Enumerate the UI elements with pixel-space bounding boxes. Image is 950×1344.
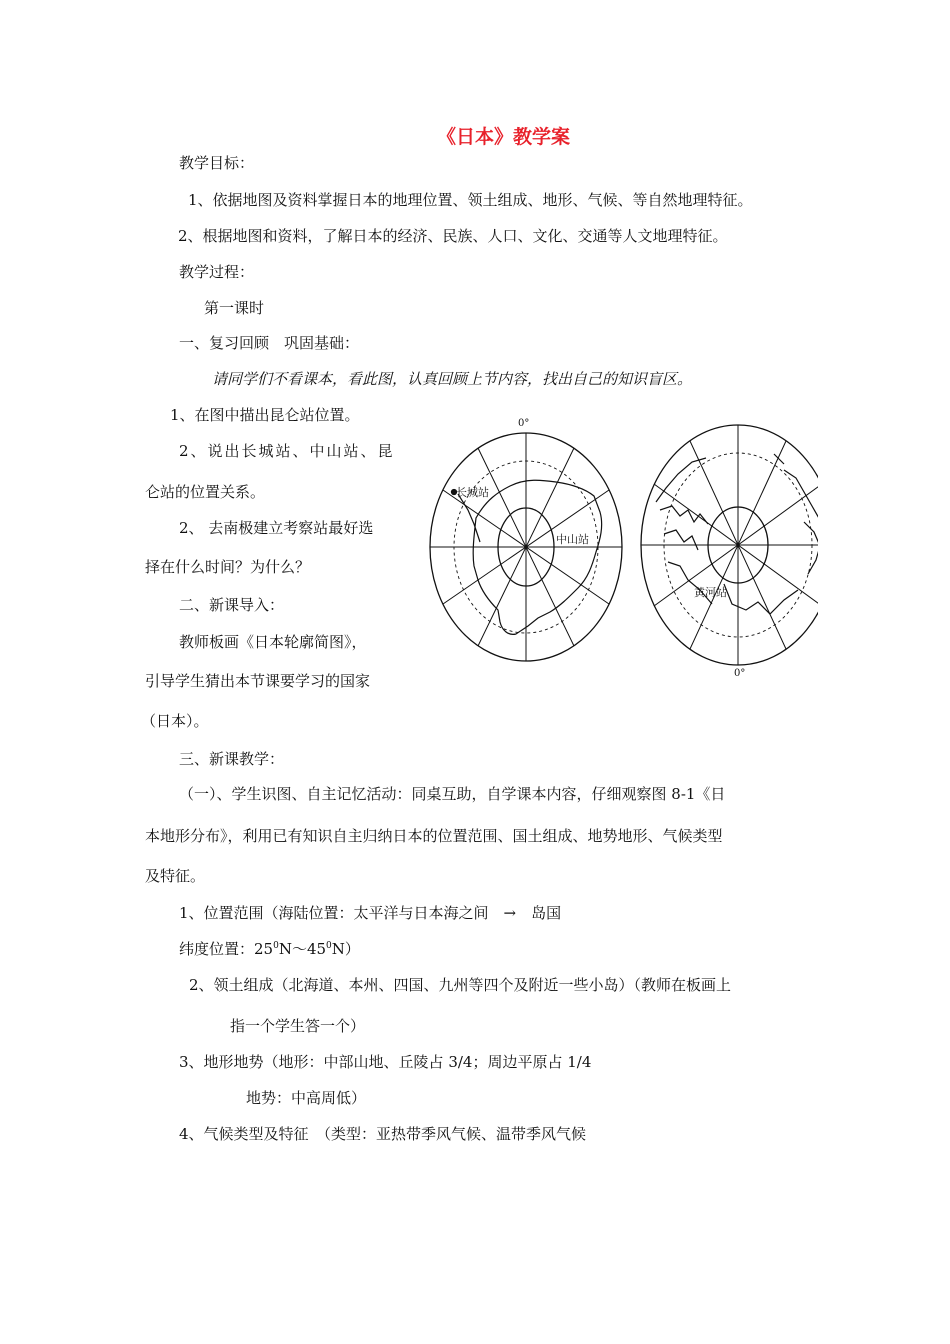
item-position: 1、位置范围（海陆位置：太平洋与日本海之间 → 岛国 <box>179 904 562 922</box>
objective-item: 2、根据地图和资料，了解日本的经济、民族、人口、文化、交通等人文地理特征。 <box>178 227 728 245</box>
intro-line-3: （日本）。 <box>141 712 209 730</box>
objective-item: 1、依据地图及资料掌握日本的地理位置、领土组成、地形、气候、等自然地理特征。 <box>188 191 753 209</box>
map-left-station-zhongshan: 中山站 <box>556 533 589 546</box>
page-title: 《日本》教学案 <box>437 126 571 148</box>
lesson-label: 第一课时 <box>204 299 265 317</box>
degree-sup: 0 <box>273 941 279 951</box>
intro-line-1: 教师板画《日本轮廓简图》， <box>179 633 367 651</box>
intro-line-2: 引导学生猜出本节课要学习的国家 <box>145 672 371 690</box>
activity-line-1: （一）、学生识图、自主记忆活动：同桌互助，自学课本内容，仔细观察图 8-1《日 <box>179 785 726 803</box>
review-question-1: 1、在图中描出昆仑站位置。 <box>170 406 360 424</box>
map-left-station-great-wall: 长城站 <box>456 486 489 499</box>
review-question-2-line1: 2、说出长城站、中山站、昆 <box>179 442 395 460</box>
activity-line-2: 本地形分布》，利用已有知识自主归纳日本的位置范围、国土组成、地势地形、气候类型 <box>145 827 723 845</box>
item-territory-line-2: 指一个学生答一个） <box>230 1017 366 1035</box>
review-heading: 一、复习回顾 巩固基础： <box>179 334 360 352</box>
review-instruction: 请同学们不看课本，看此图，认真回顾上节内容，找出自己的知识盲区。 <box>212 370 693 388</box>
map-right-zero-label: 0° <box>734 668 746 676</box>
polar-maps-figure <box>428 414 818 676</box>
meridian-lines <box>641 425 818 665</box>
review-question-2-line2: 仑站的位置关系。 <box>145 483 266 501</box>
item-climate: 4、气候类型及特征 （类型：亚热带季风气候、温带季风气候 <box>179 1125 587 1143</box>
map-right-station-huanghe: 黄河站 <box>694 586 727 599</box>
teach-heading: 三、新课教学： <box>179 750 285 768</box>
objectives-heading: 教学目标： <box>179 154 255 172</box>
review-question-3-line1: 2、 去南极建立考察站最好选 <box>179 519 374 537</box>
item-terrain-line-1: 3、地形地势（地形：中部山地、丘陵占 3/4；周边平原占 1/4 <box>179 1053 592 1071</box>
intro-heading: 二、新课导入： <box>179 596 285 614</box>
item-territory-line-1: 2、领土组成（北海道、本州、四国、九州等四个及附近一些小岛）（教师在板画上 <box>189 976 732 994</box>
process-heading: 教学过程： <box>179 263 255 281</box>
item-latitude <box>179 939 360 959</box>
antarctica-coastline <box>458 480 602 634</box>
map-left-zero-label: 0° <box>518 418 530 429</box>
arctic-landmasses <box>656 454 818 614</box>
latitude-prefix: 纬度位置：25 <box>179 940 274 958</box>
latitude-mid: N～45 <box>278 940 327 958</box>
item-terrain-line-2: 地势：中高周低） <box>246 1089 367 1107</box>
review-question-3-line2: 择在什么时间？为什么？ <box>145 558 311 576</box>
antarctica-map <box>430 418 622 661</box>
degree-sup: 0 <box>326 941 332 951</box>
latitude-suffix: N） <box>331 940 360 958</box>
arctic-map <box>641 425 818 676</box>
activity-line-3: 及特征。 <box>145 867 206 885</box>
